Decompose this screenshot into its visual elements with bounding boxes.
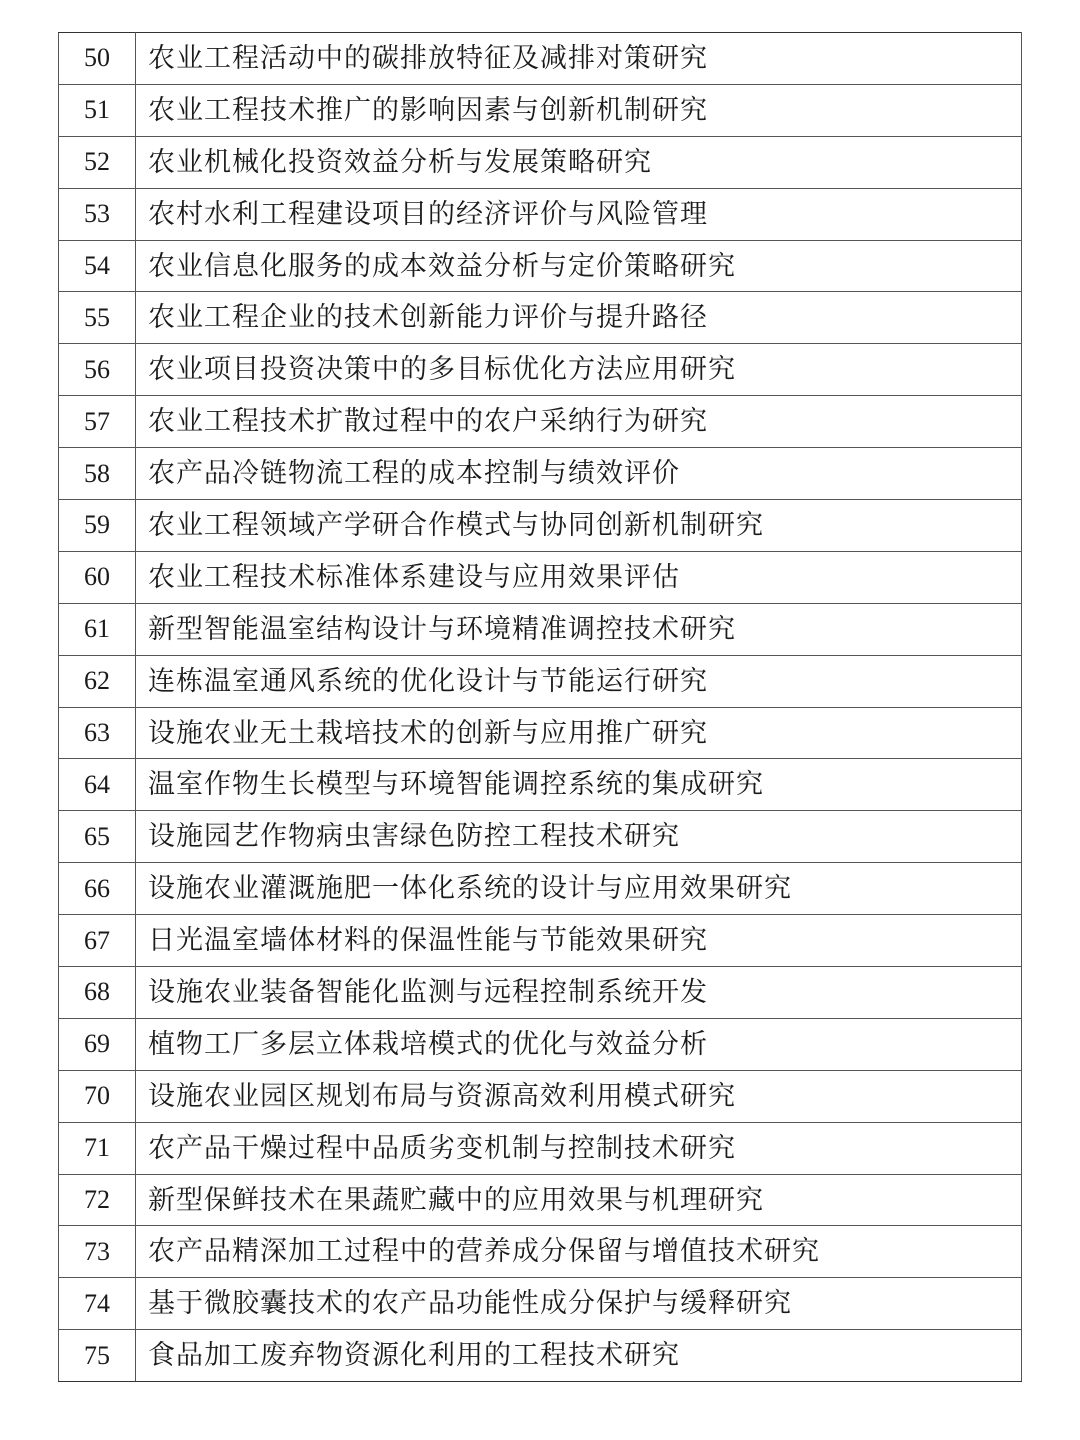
topic-title: 农产品干燥过程中品质劣变机制与控制技术研究 (136, 1122, 1022, 1174)
topic-title: 农业工程技术扩散过程中的农户采纳行为研究 (136, 396, 1022, 448)
row-number: 54 (59, 240, 136, 292)
table-body (59, 33, 1022, 1382)
topic-title: 农业工程企业的技术创新能力评价与提升路径 (136, 292, 1022, 344)
table-row (59, 1018, 1022, 1070)
row-number: 62 (59, 655, 136, 707)
row-number: 59 (59, 500, 136, 552)
table-row (59, 240, 1022, 292)
topic-title: 农业项目投资决策中的多目标优化方法应用研究 (136, 344, 1022, 396)
row-number: 70 (59, 1070, 136, 1122)
row-number: 66 (59, 863, 136, 915)
topic-title: 设施农业装备智能化监测与远程控制系统开发 (136, 967, 1022, 1019)
table-row (59, 1122, 1022, 1174)
topic-title: 温室作物生长模型与环境智能调控系统的集成研究 (136, 759, 1022, 811)
table-row (59, 863, 1022, 915)
row-number: 57 (59, 396, 136, 448)
table-row (59, 84, 1022, 136)
row-number: 71 (59, 1122, 136, 1174)
topic-title: 设施农业园区规划布局与资源高效利用模式研究 (136, 1070, 1022, 1122)
table-row (59, 551, 1022, 603)
topic-title: 农业信息化服务的成本效益分析与定价策略研究 (136, 240, 1022, 292)
row-number: 60 (59, 551, 136, 603)
table-row (59, 500, 1022, 552)
table-row (59, 655, 1022, 707)
table-row (59, 1330, 1022, 1382)
row-number: 56 (59, 344, 136, 396)
topic-title: 农业工程技术推广的影响因素与创新机制研究 (136, 84, 1022, 136)
table-row (59, 448, 1022, 500)
topic-title: 新型智能温室结构设计与环境精准调控技术研究 (136, 603, 1022, 655)
topic-title: 植物工厂多层立体栽培模式的优化与效益分析 (136, 1018, 1022, 1070)
topic-title: 设施园艺作物病虫害绿色防控工程技术研究 (136, 811, 1022, 863)
table-row (59, 967, 1022, 1019)
topic-title: 农产品冷链物流工程的成本控制与绩效评价 (136, 448, 1022, 500)
table-row (59, 759, 1022, 811)
row-number: 68 (59, 967, 136, 1019)
topic-title: 日光温室墙体材料的保温性能与节能效果研究 (136, 915, 1022, 967)
row-number: 51 (59, 84, 136, 136)
row-number: 74 (59, 1278, 136, 1330)
topic-title: 农业工程活动中的碳排放特征及减排对策研究 (136, 33, 1022, 85)
topic-title: 农村水利工程建设项目的经济评价与风险管理 (136, 188, 1022, 240)
row-number: 72 (59, 1174, 136, 1226)
table-row (59, 707, 1022, 759)
table-row (59, 292, 1022, 344)
table-row (59, 811, 1022, 863)
row-number: 55 (59, 292, 136, 344)
topic-title: 农业工程技术标准体系建设与应用效果评估 (136, 551, 1022, 603)
topic-title: 农业机械化投资效益分析与发展策略研究 (136, 136, 1022, 188)
topic-title: 设施农业无土栽培技术的创新与应用推广研究 (136, 707, 1022, 759)
row-number: 52 (59, 136, 136, 188)
topic-title: 基于微胶囊技术的农产品功能性成分保护与缓释研究 (136, 1278, 1022, 1330)
table-row (59, 136, 1022, 188)
topic-table (58, 32, 1022, 1382)
row-number: 65 (59, 811, 136, 863)
topic-title: 新型保鲜技术在果蔬贮藏中的应用效果与机理研究 (136, 1174, 1022, 1226)
row-number: 58 (59, 448, 136, 500)
table-row (59, 1070, 1022, 1122)
topic-title: 食品加工废弃物资源化利用的工程技术研究 (136, 1330, 1022, 1382)
row-number: 67 (59, 915, 136, 967)
topic-title: 连栋温室通风系统的优化设计与节能运行研究 (136, 655, 1022, 707)
row-number: 75 (59, 1330, 136, 1382)
table-row (59, 33, 1022, 85)
row-number: 69 (59, 1018, 136, 1070)
table-row (59, 1226, 1022, 1278)
table-row (59, 396, 1022, 448)
table-row (59, 603, 1022, 655)
row-number: 53 (59, 188, 136, 240)
table-row (59, 1174, 1022, 1226)
topic-title: 农业工程领域产学研合作模式与协同创新机制研究 (136, 500, 1022, 552)
table-row (59, 344, 1022, 396)
table-row (59, 1278, 1022, 1330)
table-row (59, 188, 1022, 240)
row-number: 64 (59, 759, 136, 811)
row-number: 50 (59, 33, 136, 85)
row-number: 63 (59, 707, 136, 759)
topic-title: 设施农业灌溉施肥一体化系统的设计与应用效果研究 (136, 863, 1022, 915)
table-row (59, 915, 1022, 967)
row-number: 73 (59, 1226, 136, 1278)
row-number: 61 (59, 603, 136, 655)
topic-title: 农产品精深加工过程中的营养成分保留与增值技术研究 (136, 1226, 1022, 1278)
